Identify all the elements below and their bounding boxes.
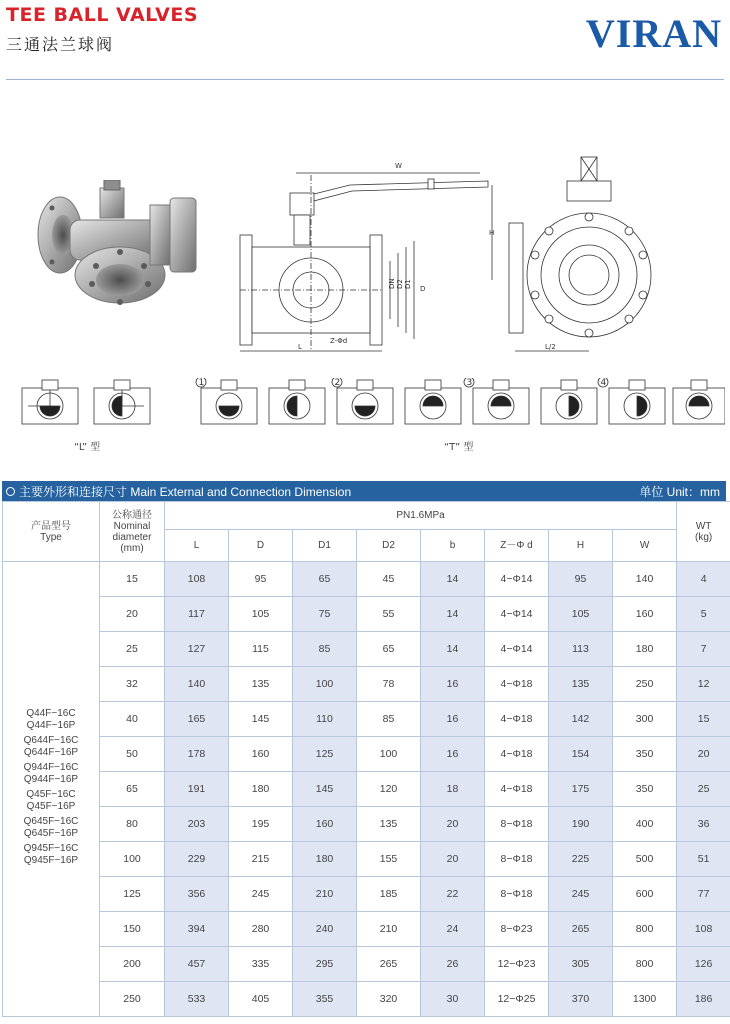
table-cell: 265 xyxy=(549,912,613,947)
table-cell: 7 xyxy=(677,632,730,667)
column-header: L xyxy=(165,530,229,562)
table-row xyxy=(3,982,730,1017)
table-cell: 350 xyxy=(613,772,677,807)
table-cell: 250 xyxy=(613,667,677,702)
type-model: Q44F−16P xyxy=(26,719,76,731)
nominal-diameter-cell: 20 xyxy=(100,597,165,632)
table-cell: 127 xyxy=(165,632,229,667)
column-header: H xyxy=(549,530,613,562)
table-cell: 356 xyxy=(165,877,229,912)
table-cell: 26 xyxy=(421,947,485,982)
table-cell: 186 xyxy=(677,982,730,1017)
column-header: D xyxy=(229,530,293,562)
table-cell: 394 xyxy=(165,912,229,947)
table-row xyxy=(3,947,730,982)
nominal-diameter-cell: 15 xyxy=(100,562,165,597)
front-view-drawing xyxy=(230,155,500,355)
type-model: Q644F−16P xyxy=(23,746,79,758)
table-cell: 135 xyxy=(549,667,613,702)
table-row xyxy=(3,877,730,912)
table-cell: 160 xyxy=(229,737,293,772)
nominal-diameter-cell: 200 xyxy=(100,947,165,982)
product-title-en: TEE BALL VALVES xyxy=(6,4,199,26)
table-cell: 180 xyxy=(613,632,677,667)
svg-text:2: 2 xyxy=(334,378,341,388)
t-type-flow-diagrams xyxy=(195,378,725,434)
table-cell: 185 xyxy=(357,877,421,912)
table-cell: 36 xyxy=(677,807,730,842)
product-title-cn: 三通法兰球阀 xyxy=(6,35,115,54)
unit-label: 单位 Unit：mm xyxy=(639,484,720,499)
table-cell: 400 xyxy=(613,807,677,842)
table-cell: 12−Φ23 xyxy=(485,947,549,982)
dimension-table xyxy=(2,501,730,1017)
table-row xyxy=(3,737,730,772)
table-cell: 14 xyxy=(421,597,485,632)
table-cell: 78 xyxy=(357,667,421,702)
weight-header: WT (kg) xyxy=(677,502,730,562)
type-model: Q945F−16C xyxy=(23,843,79,854)
table-cell: 154 xyxy=(549,737,613,772)
svg-text:D1: D1 xyxy=(404,279,412,289)
nominal-diameter-cell: 125 xyxy=(100,877,165,912)
table-cell: 110 xyxy=(293,702,357,737)
type-model: Q944F−16P xyxy=(23,773,79,785)
table-cell: 135 xyxy=(357,807,421,842)
table-cell: 280 xyxy=(229,912,293,947)
nominal-diameter-cell: 150 xyxy=(100,912,165,947)
table-cell: 4−Φ14 xyxy=(485,597,549,632)
table-cell: 5 xyxy=(677,597,730,632)
figures-area xyxy=(0,140,730,460)
l-type-caption: “L” 型 xyxy=(74,442,101,453)
table-cell: 95 xyxy=(229,562,293,597)
type-model: Q644F−16C xyxy=(23,735,79,746)
table-cell: 240 xyxy=(293,912,357,947)
table-cell: 245 xyxy=(549,877,613,912)
table-cell: 85 xyxy=(357,702,421,737)
table-cell: 160 xyxy=(293,807,357,842)
table-cell: 225 xyxy=(549,842,613,877)
table-cell: 135 xyxy=(229,667,293,702)
table-cell: 20 xyxy=(421,842,485,877)
table-cell: 105 xyxy=(549,597,613,632)
table-cell: 51 xyxy=(677,842,730,877)
table-cell: 4−Φ18 xyxy=(485,737,549,772)
nominal-diameter-cell: 250 xyxy=(100,982,165,1017)
type-model: Q44F−16C xyxy=(26,708,76,719)
page-header xyxy=(0,0,730,80)
type-group xyxy=(3,843,99,866)
table-cell: 800 xyxy=(613,912,677,947)
table-row xyxy=(3,807,730,842)
side-view-drawing xyxy=(505,155,660,355)
table-section-title: 主要外形和连接尺寸 Main External and Connection Dimension xyxy=(19,484,352,499)
table-cell: 4−Φ18 xyxy=(485,702,549,737)
table-cell: 100 xyxy=(293,667,357,702)
column-header: D1 xyxy=(293,530,357,562)
table-cell: 108 xyxy=(677,912,730,947)
table-cell: 4−Φ14 xyxy=(485,562,549,597)
table-cell: 210 xyxy=(293,877,357,912)
column-header: D2 xyxy=(357,530,421,562)
nominal-diameter-cell: 80 xyxy=(100,807,165,842)
type-group xyxy=(3,816,99,839)
table-cell: 77 xyxy=(677,877,730,912)
table-cell: 85 xyxy=(293,632,357,667)
table-cell: 105 xyxy=(229,597,293,632)
table-cell: 195 xyxy=(229,807,293,842)
svg-text:D2: D2 xyxy=(396,279,404,289)
brand-logo: VIRAN xyxy=(585,11,722,56)
table-cell: 75 xyxy=(293,597,357,632)
table-cell: 8−Φ23 xyxy=(485,912,549,947)
svg-text:L/2: L/2 xyxy=(545,343,556,351)
table-cell: 117 xyxy=(165,597,229,632)
svg-text:L: L xyxy=(298,343,302,351)
table-cell: 1300 xyxy=(613,982,677,1017)
table-cell: 24 xyxy=(421,912,485,947)
pressure-header: PN1.6MPa xyxy=(165,502,677,530)
svg-text:3: 3 xyxy=(466,378,473,388)
table-cell: 12 xyxy=(677,667,730,702)
type-header: 产品型号 Type xyxy=(3,502,100,562)
type-model: Q645F−16C xyxy=(23,816,79,827)
table-cell: 229 xyxy=(165,842,229,877)
table-cell: 245 xyxy=(229,877,293,912)
table-cell: 95 xyxy=(549,562,613,597)
table-cell: 126 xyxy=(677,947,730,982)
table-cell: 100 xyxy=(357,737,421,772)
table-cell: 113 xyxy=(549,632,613,667)
nominal-diameter-cell: 50 xyxy=(100,737,165,772)
table-cell: 20 xyxy=(421,807,485,842)
table-cell: 180 xyxy=(229,772,293,807)
table-cell: 175 xyxy=(549,772,613,807)
table-cell: 145 xyxy=(293,772,357,807)
type-model: Q944F−16C xyxy=(23,762,79,773)
t-type-caption: “T” 型 xyxy=(444,442,474,453)
table-cell: 142 xyxy=(549,702,613,737)
table-cell: 4−Φ14 xyxy=(485,632,549,667)
table-cell: 4−Φ18 xyxy=(485,772,549,807)
table-cell: 8−Φ18 xyxy=(485,877,549,912)
table-cell: 191 xyxy=(165,772,229,807)
table-cell: 165 xyxy=(165,702,229,737)
column-header: W xyxy=(613,530,677,562)
table-cell: 30 xyxy=(421,982,485,1017)
table-cell: 22 xyxy=(421,877,485,912)
table-cell: 18 xyxy=(421,772,485,807)
table-cell: 335 xyxy=(229,947,293,982)
table-cell: 108 xyxy=(165,562,229,597)
nominal-diameter-cell: 65 xyxy=(100,772,165,807)
table-cell: 45 xyxy=(357,562,421,597)
l-type-flow-diagrams xyxy=(20,378,160,434)
table-cell: 14 xyxy=(421,562,485,597)
table-cell: 120 xyxy=(357,772,421,807)
nominal-diameter-cell: 32 xyxy=(100,667,165,702)
type-model: Q945F−16P xyxy=(23,854,79,866)
table-row xyxy=(3,912,730,947)
table-cell: 203 xyxy=(165,807,229,842)
table-cell: 600 xyxy=(613,877,677,912)
svg-text:Z-Φd: Z-Φd xyxy=(330,337,348,345)
table-cell: 800 xyxy=(613,947,677,982)
svg-text:D: D xyxy=(420,285,426,293)
svg-text:4: 4 xyxy=(600,378,607,388)
table-cell: 25 xyxy=(677,772,730,807)
svg-text:H: H xyxy=(489,229,495,237)
valve-photo xyxy=(30,180,205,310)
table-cell: 65 xyxy=(293,562,357,597)
nominal-diameter-cell: 25 xyxy=(100,632,165,667)
table-cell: 190 xyxy=(549,807,613,842)
header-divider xyxy=(6,79,724,80)
table-cell: 178 xyxy=(165,737,229,772)
table-cell: 300 xyxy=(613,702,677,737)
table-cell: 4 xyxy=(677,562,730,597)
type-model: Q45F−16C xyxy=(26,789,76,800)
table-cell: 265 xyxy=(357,947,421,982)
nominal-diameter-header: 公称通径 Nominal diameter (mm) xyxy=(100,502,165,562)
table-cell: 457 xyxy=(165,947,229,982)
table-row xyxy=(3,632,730,667)
type-list-cell xyxy=(3,562,100,1017)
type-model: Q45F−16P xyxy=(26,800,76,812)
table-row xyxy=(3,597,730,632)
table-cell: 4−Φ18 xyxy=(485,667,549,702)
table-cell: 215 xyxy=(229,842,293,877)
table-cell: 305 xyxy=(549,947,613,982)
table-cell: 160 xyxy=(613,597,677,632)
table-cell: 500 xyxy=(613,842,677,877)
table-cell: 145 xyxy=(229,702,293,737)
table-row xyxy=(3,842,730,877)
table-section-header xyxy=(2,481,726,501)
table-cell: 8−Φ18 xyxy=(485,842,549,877)
table-cell: 15 xyxy=(677,702,730,737)
table-row xyxy=(3,562,730,597)
table-cell: 140 xyxy=(613,562,677,597)
table-cell: 12−Φ25 xyxy=(485,982,549,1017)
table-cell: 125 xyxy=(293,737,357,772)
table-cell: 180 xyxy=(293,842,357,877)
svg-text:DN: DN xyxy=(388,278,396,289)
table-cell: 140 xyxy=(165,667,229,702)
section-bullet-icon xyxy=(6,487,15,496)
svg-text:1: 1 xyxy=(198,378,205,388)
table-cell: 320 xyxy=(357,982,421,1017)
table-cell: 20 xyxy=(677,737,730,772)
table-cell: 16 xyxy=(421,667,485,702)
nominal-diameter-cell: 40 xyxy=(100,702,165,737)
type-group xyxy=(3,789,99,812)
table-row xyxy=(3,702,730,737)
column-header: Z－Φ d xyxy=(485,530,549,562)
table-cell: 115 xyxy=(229,632,293,667)
nominal-diameter-cell: 100 xyxy=(100,842,165,877)
column-header: b xyxy=(421,530,485,562)
type-group xyxy=(3,735,99,758)
table-cell: 16 xyxy=(421,737,485,772)
table-cell: 210 xyxy=(357,912,421,947)
type-group xyxy=(3,708,99,731)
svg-text:W: W xyxy=(395,162,402,170)
table-cell: 295 xyxy=(293,947,357,982)
table-row xyxy=(3,667,730,702)
type-group xyxy=(3,762,99,785)
table-cell: 350 xyxy=(613,737,677,772)
type-model: Q645F−16P xyxy=(23,827,79,839)
table-row xyxy=(3,772,730,807)
table-cell: 14 xyxy=(421,632,485,667)
table-cell: 65 xyxy=(357,632,421,667)
table-cell: 8−Φ18 xyxy=(485,807,549,842)
table-cell: 370 xyxy=(549,982,613,1017)
table-cell: 55 xyxy=(357,597,421,632)
table-cell: 16 xyxy=(421,702,485,737)
table-cell: 155 xyxy=(357,842,421,877)
table-cell: 355 xyxy=(293,982,357,1017)
table-cell: 533 xyxy=(165,982,229,1017)
table-cell: 405 xyxy=(229,982,293,1017)
